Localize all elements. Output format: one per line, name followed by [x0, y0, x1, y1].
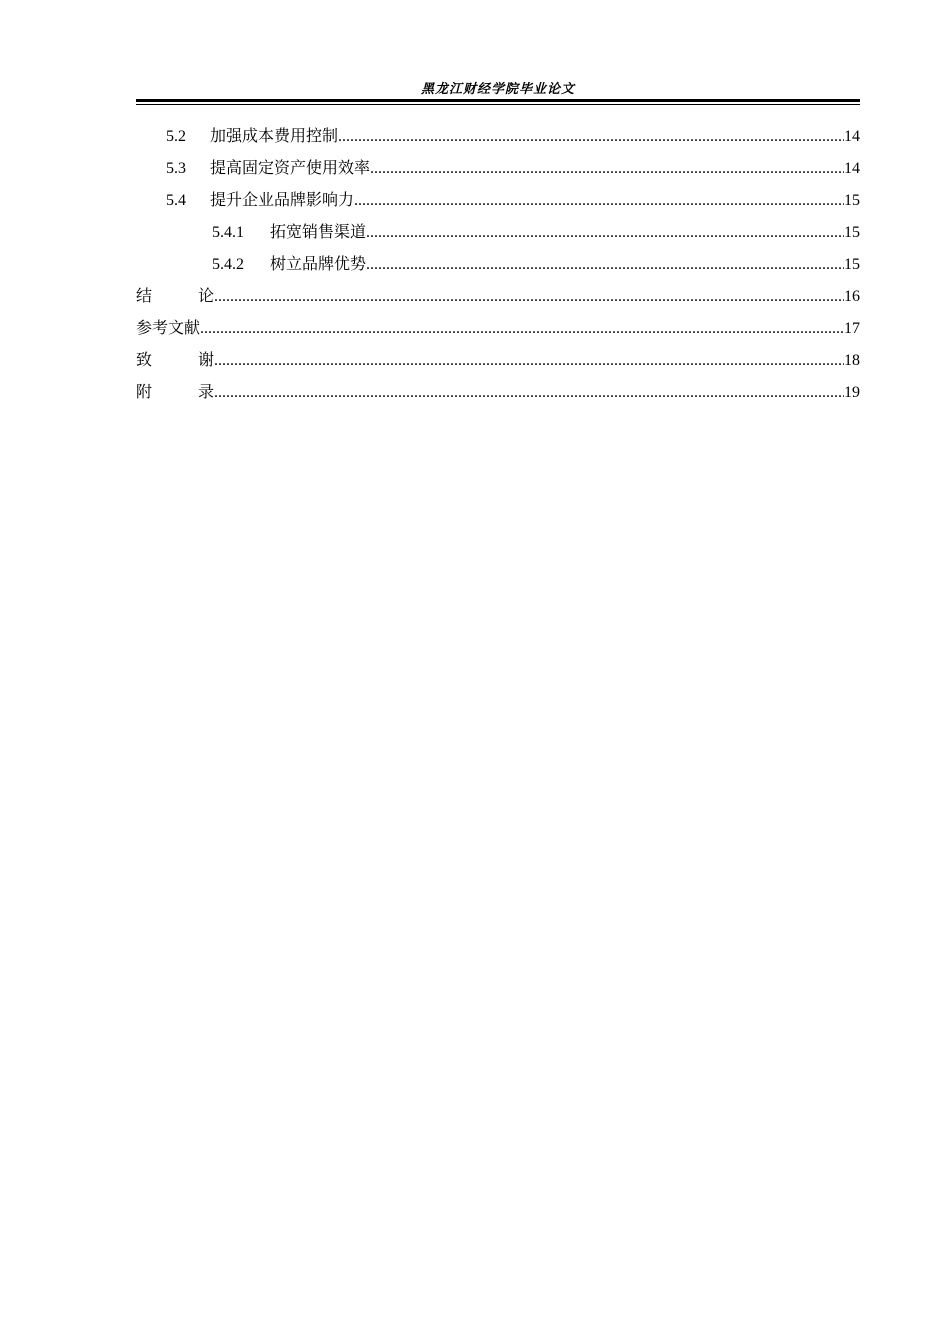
toc-entry-title [136, 280, 214, 312]
toc-dot-leader [370, 153, 844, 185]
toc-entry[interactable] [136, 216, 860, 248]
toc-entry-page: 19 [844, 384, 860, 401]
toc-dot-leader [366, 249, 844, 281]
toc-dot-leader [338, 121, 844, 153]
running-header: 黑龙江财经学院毕业论文 [420, 82, 575, 97]
toc-entry-title-char: 录 [197, 382, 214, 401]
toc-dot-leader [366, 217, 844, 249]
toc-dot-leader [214, 377, 844, 409]
toc-entry-title: 拓宽销售渠道 [270, 222, 367, 241]
toc-entry-title: 提高固定资产使用效率 [210, 158, 371, 177]
toc-entry-number: 5.4.2 [212, 256, 244, 273]
toc-entry-title [136, 344, 214, 376]
toc-entry-title [136, 376, 214, 408]
toc-entry-page: 14 [844, 128, 860, 145]
toc-entry-page: 15 [844, 256, 860, 273]
toc-entry[interactable] [136, 120, 860, 152]
toc-entry-number: 5.4 [166, 192, 186, 209]
toc-entry-page: 15 [844, 192, 860, 209]
toc-entry-page: 15 [844, 224, 860, 241]
header-rule-thin [136, 104, 860, 105]
toc-dot-leader [354, 185, 844, 217]
toc-entry[interactable] [136, 184, 860, 216]
toc-entry[interactable] [136, 312, 860, 344]
toc-entry[interactable] [136, 152, 860, 184]
table-of-contents [136, 120, 860, 408]
toc-entry-number: 5.2 [166, 128, 186, 145]
toc-entry[interactable] [136, 376, 860, 408]
toc-entry-page: 17 [844, 320, 860, 337]
toc-entry-title: 提升企业品牌影响力 [210, 190, 355, 209]
toc-entry-title: 树立品牌优势 [270, 254, 367, 273]
toc-dot-leader [200, 313, 844, 345]
header-rule-thick [136, 99, 860, 102]
toc-entry-number: 5.3 [166, 160, 186, 177]
toc-dot-leader [214, 345, 844, 377]
toc-entry-title-char: 论 [197, 286, 214, 305]
toc-entry[interactable] [136, 344, 860, 376]
toc-entry-title-char: 谢 [197, 350, 214, 369]
toc-entry[interactable] [136, 248, 860, 280]
toc-entry-title: 加强成本费用控制 [210, 126, 339, 145]
toc-entry-title-char: 结 [136, 286, 153, 305]
toc-entry-page: 18 [844, 352, 860, 369]
toc-entry-page: 14 [844, 160, 860, 177]
toc-entry-page: 16 [844, 288, 860, 305]
toc-entry-title-char: 附 [136, 382, 153, 401]
toc-entry-title-char: 致 [136, 350, 153, 369]
toc-entry[interactable] [136, 280, 860, 312]
toc-entry-number: 5.4.1 [212, 224, 244, 241]
toc-entry-title: 参考文献 [136, 318, 201, 337]
toc-dot-leader [214, 281, 844, 313]
